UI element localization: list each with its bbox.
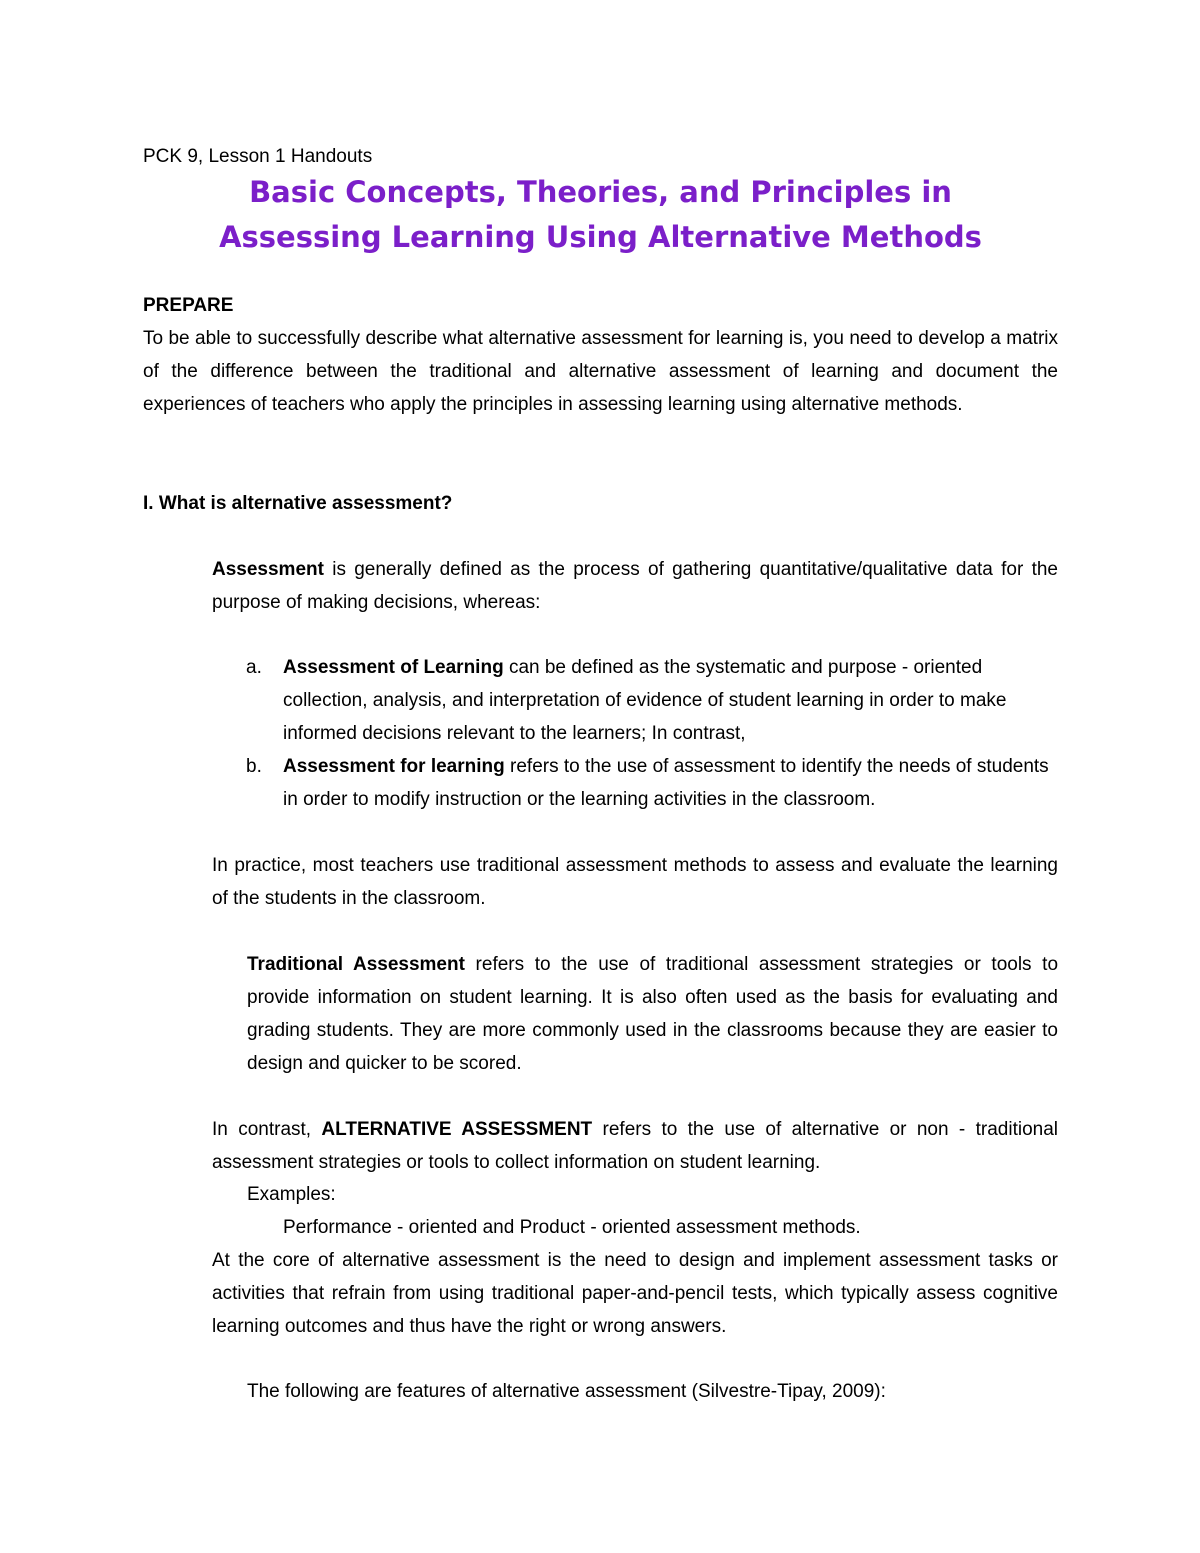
traditional-assessment-paragraph <box>247 948 1058 1080</box>
prepare-paragraph: To be able to successfully describe what alternative assessment for learning is, you need to develop a matrix of the difference between the traditional and alternative assessment of learning and document the experiences of teachers who apply the principles in assessing learning using alternative methods. <box>143 328 1058 415</box>
section-heading: I. What is alternative assessment? <box>143 493 453 514</box>
alternative-assessment-paragraph <box>212 1113 1058 1179</box>
features-intro: The following are features of alternative assessment (Silvestre-Tipay, 2009): <box>247 1381 886 1402</box>
list-item-term: Assessment of Learning <box>283 657 504 678</box>
traditional-term: Traditional Assessment <box>247 954 465 975</box>
examples-label: Examples: <box>247 1184 336 1205</box>
assessment-definition <box>212 553 1058 619</box>
list-item <box>212 651 1058 750</box>
assessment-term: Assessment <box>212 559 324 580</box>
examples-value: Performance - oriented and Product - oriented assessment methods. <box>283 1217 861 1238</box>
contrast-text: refers to the use of alternative or non - traditional assessment strategies or tools to collect information on student learning. <box>212 1119 1058 1173</box>
course-line: PCK 9, Lesson 1 Handouts <box>143 146 373 167</box>
list-item-text: refers to the use of assessment to identify the needs of students in order to modify instruction or the learning activities in the classroom. <box>283 756 1049 810</box>
list-marker: a. <box>246 657 262 678</box>
page-title <box>143 170 1058 260</box>
practice-paragraph: In practice, most teachers use traditional assessment methods to assess and evaluate the learning of the students in the classroom. <box>212 855 1058 909</box>
list-item-term: Assessment for learning <box>283 756 505 777</box>
list-item-text: can be defined as the systematic and purpose - oriented collection, analysis, and interpretation of evidence of student learning in order to make informed decisions relevant to the learners; In contrast, <box>283 657 1007 744</box>
alternative-term: ALTERNATIVE ASSESSMENT <box>321 1119 593 1140</box>
prepare-heading: PREPARE <box>143 295 234 316</box>
core-paragraph: At the core of alternative assessment is the need to design and implement assessment tasks or activities that refrain from using traditional paper-and-pencil tests, which typically assess cognitive learning outcomes and thus have the right or wrong answers. <box>212 1250 1058 1337</box>
contrast-prefix: In contrast, <box>212 1119 322 1140</box>
list-item <box>212 750 1058 816</box>
list-marker: b. <box>246 756 262 777</box>
title-line-2: Assessing Learning Using Alternative Methods <box>219 220 982 254</box>
title-line-1: Basic Concepts, Theories, and Principles in <box>249 175 952 209</box>
assessment-types-list <box>212 651 1058 816</box>
assessment-definition-text: is generally defined as the process of gathering quantitative/qualitative data for the purpose of making decisions, whereas: <box>212 559 1058 613</box>
traditional-text: refers to the use of traditional assessment strategies or tools to provide information on student learning. It is also often used as the basis for evaluating and grading students. They are more commonly used in the classrooms because they are easier to design and quicker to be scored. <box>247 954 1059 1074</box>
